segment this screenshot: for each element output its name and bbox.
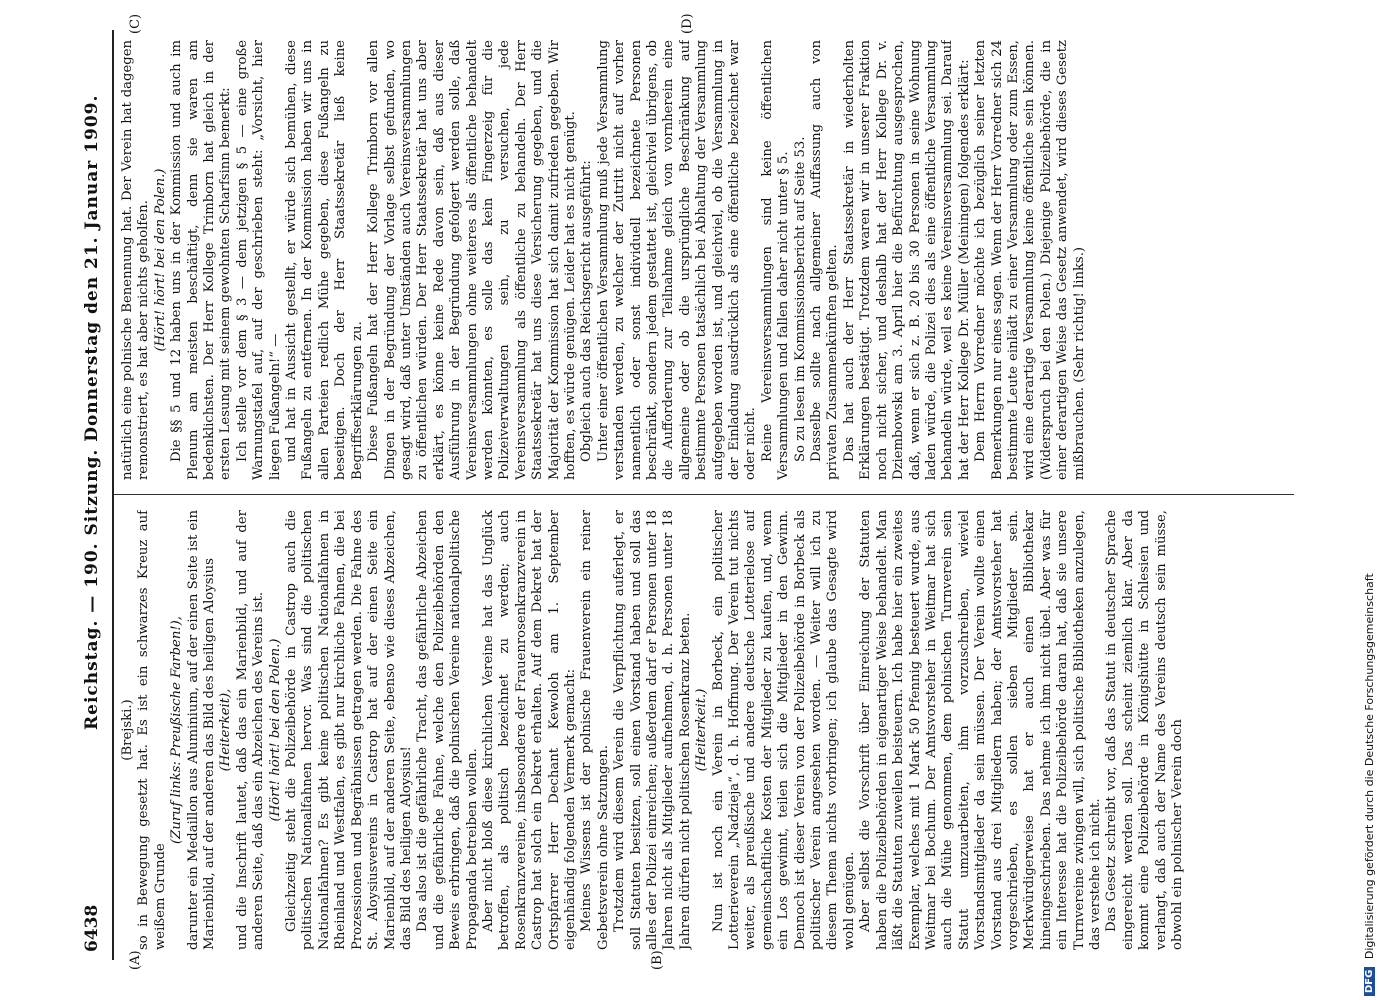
margin-marker-b: (B) (650, 950, 665, 970)
margin-marker-d: (D) (680, 13, 695, 34)
page-number: 6438 (82, 904, 102, 952)
page-header (82, 30, 112, 960)
paragraph: Das Gesetz schreibt vor, daß das Statut in deutscher Sprache eingereicht werden soll. Das scheint ziemlich klar. Aber da kommt eine Polizeibehörde in Königshütte in Schlesien und verlangt, daß auch der Name des Vereins deutsch sein müsse, obwohl ein polnischer Verein doch (1104, 510, 1185, 950)
paragraph: Reine Vereinsversammlungen sind keine öffentlichen Versammlungen und fallen daher nicht unter § 5. (759, 40, 792, 480)
paragraph: Ich stelle vor dem § 3 — dem jetzigen § 5 — eine große Warnungstafel auf, auf der geschrieben steht: „Vorsicht, hier liegen Fußangeln!“ — (234, 40, 283, 480)
dfg-logo: DFG (1364, 967, 1375, 996)
paragraph: Aber selbst die Vorschrift über Einreichung der Statuten haben die Polizeibehörden in eigenartiger Weise behandelt. Man läßt die Statuten zuweilen beisteuern. Ich habe hier ein zweites Exemplar, welches mit 1 Mark 50 Pfennig besteuert wurde, aus Weitmar bei Bochum. Der Amtsvorsteher in Weitmar hat sich auch die Mühe genommen, dem polnischen Turnverein sein Statut umzuarbeiten, ihm vorzuschreiben, wieviel Vorstandsmitglieder da sein müssen. Der Verein wollte einen Vorstand aus drei Mitgliedern haben; der Amtsvorsteher hat vorgeschrieben, es sollen sieben Mitglieder sein. Merkwürdigerweise hat er auch einen Bibliothekar hineingeschrieben. Das nehme ich ihm nicht übel. Aber was für ein Interesse hat die Polizeibehörde daran hat, daß sie unsere Turnvereine zwingen will, sich politische Bibliotheken anzulegen, das verstehe ich nicht. (858, 510, 1103, 950)
interjection: (Hört! hört! bei den Polen.) (152, 168, 168, 352)
paragraph: natürlich eine polnische Benennung hat. Der Verein hat dagegen remonstriert, es hat aber nichts geholfen. (120, 40, 152, 480)
paragraph: Das hat auch der Herr Staatssekretär in wiederholten Erklärungen bestätigt. Trotzdem waren wir in unserer Fraktion noch nicht sicher, und deshalb hat der Herr Kollege Dr. v. Dziembowski am 3. April hier die Befürchtung ausgesprochen, daß, wenn er sich z. B. 20 bis 30 Personen in seine Wohnung laden würde, die Polizei dies als eine öffentliche Versammlung behandeln würde, weil es keine Vereinsversammlung sei. Darauf hat der Herr Kollege Dr. Müller (Meiningen) folgendes erklärt: (841, 40, 972, 480)
paragraph: Unter einer öffentlichen Versammlung muß jede Versammlung verstanden werden, zu welcher der Zutritt nicht auf vorher namentlich oder sonst individuell bezeichnete Personen beschränkt, sondern jedem gestattet ist, gleichviel übrigens, ob die Aufforderung zur Teilnahme gleich von vornherein eine allgemeine oder ob die ursprüngliche Beschränkung auf bestimmte Personen tatsächlich bei Abhaltung der Versammlung aufgegeben worden ist, und gleichviel, ob die Versammlung in der Einladung ausdrücklich als eine öffentliche bezeichnet war oder nicht. (595, 40, 759, 480)
paragraph: Dasselbe sollte nach allgemeiner Auffassung auch von privaten Zusammenkünften gelten. (809, 40, 841, 480)
interjection: (Heiterkeit.) (694, 688, 710, 772)
paragraph: Die §§ 5 und 12 haben uns in der Kommission und auch im Plenum am meisten beschäftigt, denn sie waren am bedenklichsten. Der Herr Kollege Trimborn hat gleich in der ersten Lesung mit seinem gewohnten Scharfsinn bemerkt: (169, 40, 234, 480)
paragraph: Trotzdem wird diesem Verein die Verpflichtung auferlegt, er soll Statuten besitzen, soll einen Vorstand haben und soll das alles der Polizei einreichen; außerdem darf er Personen unter 18 Jahren nicht als Mitglieder aufnehmen, d. h. Personen unter 18 Jahren dürfen nicht politischen Rosenkranz beten. (612, 510, 693, 950)
footer-credit: Digitalisierung gefördert durch die Deutsche Forschungsgemeinschaft (1362, 573, 1376, 960)
paragraph: So zu lesen im Kommissionsbericht auf Seite 53. (792, 136, 808, 462)
interjection: (Zuruf links: Preußische Farben!), (169, 616, 185, 844)
left-text-column (120, 510, 1295, 950)
header-rule (112, 30, 114, 960)
margin-marker-c: (C) (128, 13, 143, 34)
margin-marker-a: (A) (128, 950, 143, 970)
paragraph: Gleichzeitig steht die Polizeibehörde in Castrop auch die politischen Nationalfahnen hervor. Was sind die politischen Nationalfahnen? Es gibt keine politischen Nationalfahnen in Rheinland und Westfalen, es gibt nur kirchliche Fahnen, die bei Prozessionen und Begräbnissen getragen werden. Die Fahne des St. Aloysiusvereins in Castrop hat auf der einen Seite ein Marienbild, auf der anderen Seite, ebenso wie dieses Abzeichen, das Bild des heiligen Aloysius! (284, 510, 414, 950)
paragraph: Das also ist die gefährliche Tracht, das gefährliche Abzeichen und die gefährliche Fahne, welche den Polizeibehörden den Beweis erbringen, daß die polnischen Vereine nationalpolitische Propaganda betreiben wollen. (415, 510, 480, 950)
interjection: (Heiterkeit), (218, 688, 234, 772)
interjection: (Hört! hört! bei den Polen.) (267, 638, 283, 822)
paragraph: und die Inschrift lautet, daß das ein Marienbild, und auf der anderen Seite, daß das ein Abzeichen des Vereins ist. (234, 510, 267, 950)
paragraph: Aber nicht bloß diese kirchlichen Vereine hat das Unglück betroffen, als politisch bezeichnet zu werden; auch Rosenkranzvereine, insbesondere der Frauenrosenkranzverein in Castrop hat solch ein Dekret erhalten. Auf dem Dekret hat der Ortspfarrer Herr Dechant Kewoloh am 1. September eigenhändig folgenden Vermerk gemacht: (480, 510, 578, 950)
running-title: Reichstag. — 190. Sitzung. Donnerstag den 21. Januar 1909. (82, 94, 102, 730)
paragraph: darunter ein Medaillon aus Aluminium, auf der einen Seite ist ein Marienbild, auf der anderen das Bild des heiligen Aloysius (185, 510, 218, 950)
paragraph: Nun ist noch ein Verein in Borbeck, ein politischer Lotterieverein „Nadzieja“, d. h. Hoffnung. Der Verein tut nichts weiter, als preußische und andere deutsche Lotterielose auf gemeinschaftliche Kosten der Mitglieder zu kaufen, und, wenn ein Los gewinnt, teilen sich die Mitglieder in den Gewinn. Dennoch ist dieser Verein von der Polizeibehörde in Borbeck als politischer Verein angesehen worden. — Weiter will ich zu diesem Thema nichts vorbringen; ich glaube das Gesagte wird wohl genügen. (710, 510, 857, 950)
paragraph: Diese Fußangeln hat der Herr Kollege Trimborn vor allen Dingen in der Begründung der Vorlage selbst gefunden, wo gesagt wird, daß unter Umständen auch Vereinsversammlungen zu öffentlichen würden. Der Herr Staatssekretär hat uns aber erklärt, es könne keine Rede davon sein, daß aus dieser Ausführung in der Begründung gefolgert werden solle, daß Vereinsversammlungen ohne weiteres als öffentliche behandelt werden könnten, es solle das kein Fingerzeig für die Polizeiverwaltungen sein, zu versuchen, jede Vereinsversammlung als öffentliche zu behandeln. Der Herr Staatssekretär hat uns diese Versicherung gegeben, und die Majorität der Kommission hat sich damit zufrieden gegeben. Wir hofften, es würde genügen. Leider hat es nicht genügt. (366, 40, 578, 480)
right-text-column (120, 40, 1295, 480)
paragraph: und hat in Aussicht gestellt, er würde sich bemühen, diese Fußangeln zu entfernen. In der Kommission haben wir uns in allen Parteien redlich Mühe gegeben, diese Fußangeln zu beseitigen. Doch der Herr Staatssekretär ließ keine Begriffserklärungen zu. (284, 40, 365, 480)
column-divider (114, 494, 1294, 495)
paragraph: so in Bewegung gesetzt hat. Es ist ein schwarzes Kreuz auf weißem Grunde (136, 510, 168, 950)
paragraph: (Brejski.) (120, 699, 135, 761)
paragraph: Dem Herrn Vorredner möchte ich bezüglich seiner letzten Bemerkungen nur eines sagen. Wenn der Herr Vorredner sich 24 bestimmte Leute einlädt zu einer Versammlung oder zum Essen, wird eine derartige Versammlung keine öffentliche sein können. (Widerspruch bei den Polen.) Diejenige Polizeibehörde, die in einer derartigen Weise das Gesetz anwendet, wird dieses Gesetz mißbrauchen. (Sehr richtig! links.) (973, 40, 1087, 480)
footer (1362, 0, 1380, 1000)
paragraph: Obgleich auch das Reichsgericht ausgeführt: (579, 160, 595, 462)
paragraph: Meines Wissens ist der polnische Frauenverein ein reiner Gebetsverein ohne Satzungen. (579, 510, 611, 950)
